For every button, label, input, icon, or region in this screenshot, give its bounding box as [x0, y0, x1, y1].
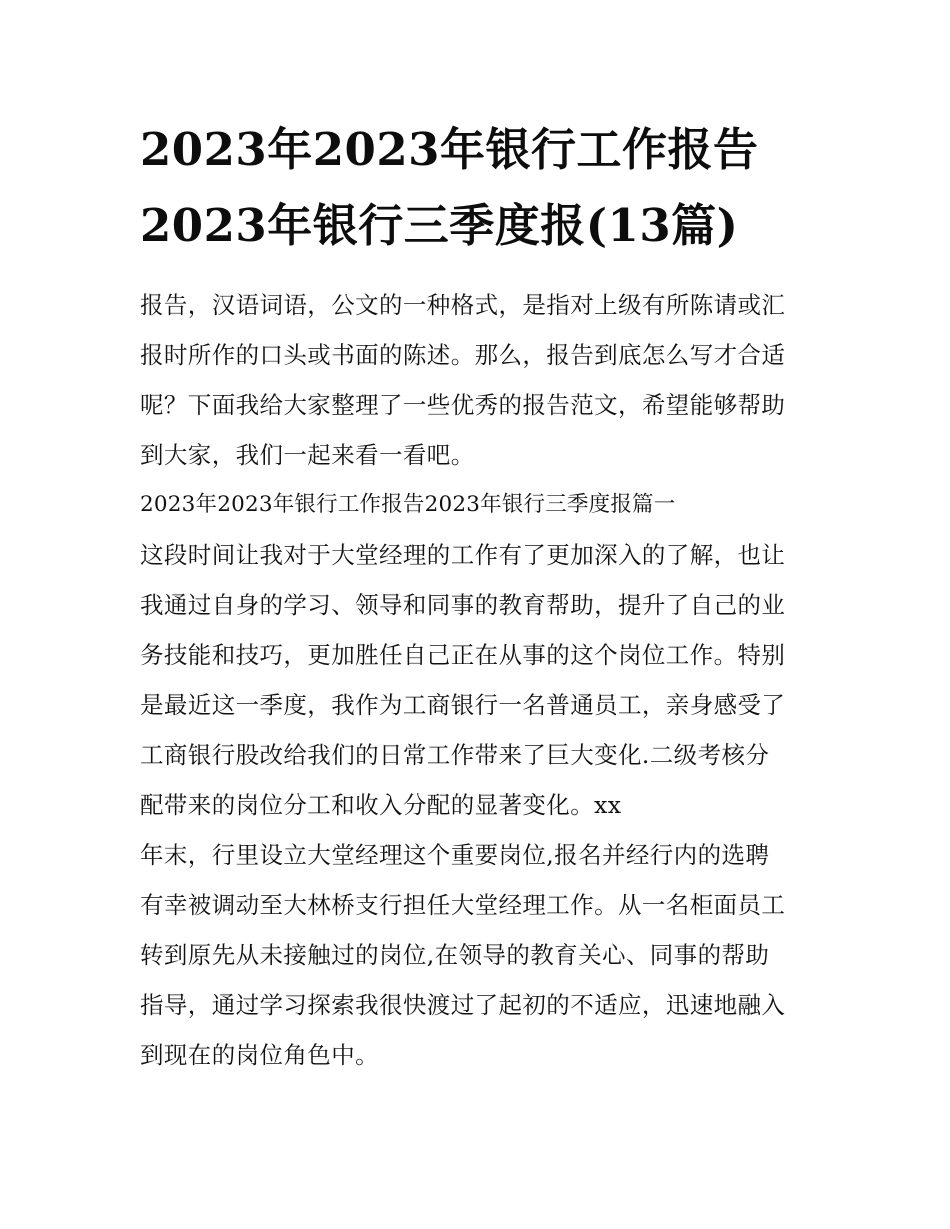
body-line: 配带来的岗位分工和收入分配的显著变化。xx — [140, 791, 622, 819]
document-title — [140, 112, 840, 264]
body-line: 年末，行里设立大堂经理这个重要岗位,报名并经行内的选聘 — [140, 841, 770, 869]
document-body — [140, 280, 820, 1080]
intro-line: 到大家，我们一起来看一看吧。 — [140, 441, 475, 469]
body-line: 到现在的岗位角色中。 — [140, 1041, 379, 1069]
body-paragraph-1 — [140, 530, 820, 830]
section-heading: 2023年2023年银行工作报告2023年银行三季度报篇一 — [140, 492, 676, 517]
body-line: 这段时间让我对于大堂经理的工作有了更加深入的了解，也让 — [140, 541, 786, 569]
body-paragraph-2 — [140, 830, 820, 1080]
body-line: 是最近这一季度，我作为工商银行一名普通员工，亲身感受了 — [140, 691, 786, 719]
body-line: 工商银行股改给我们的日常工作带来了巨大变化.二级考核分 — [140, 741, 770, 769]
intro-line: 报告，汉语词语，公文的一种格式，是指对上级有所陈请或汇 — [140, 291, 786, 319]
intro-line: 呢？下面我给大家整理了一些优秀的报告范文，希望能够帮助 — [140, 391, 786, 419]
body-line: 指导，通过学习探索我很快渡过了起初的不适应，迅速地融入 — [140, 991, 786, 1019]
body-line: 有幸被调动至大林桥支行担任大堂经理工作。从一名柜面员工 — [140, 891, 786, 919]
title-line-1: 2023年2023年银行工作报告 — [140, 123, 759, 176]
intro-line: 报时所作的口头或书面的陈述。那么，报告到底怎么写才合适 — [140, 341, 786, 369]
body-line: 我通过自身的学习、领导和同事的教育帮助，提升了自己的业 — [140, 591, 786, 619]
body-line: 转到原先从未接触过的岗位,在领导的教育关心、同事的帮助 — [140, 941, 770, 969]
intro-paragraph — [140, 280, 820, 480]
body-line: 务技能和技巧，更加胜任自己正在从事的这个岗位工作。特别 — [140, 641, 786, 669]
title-line-2: 2023年银行三季度报(13篇) — [140, 199, 739, 252]
